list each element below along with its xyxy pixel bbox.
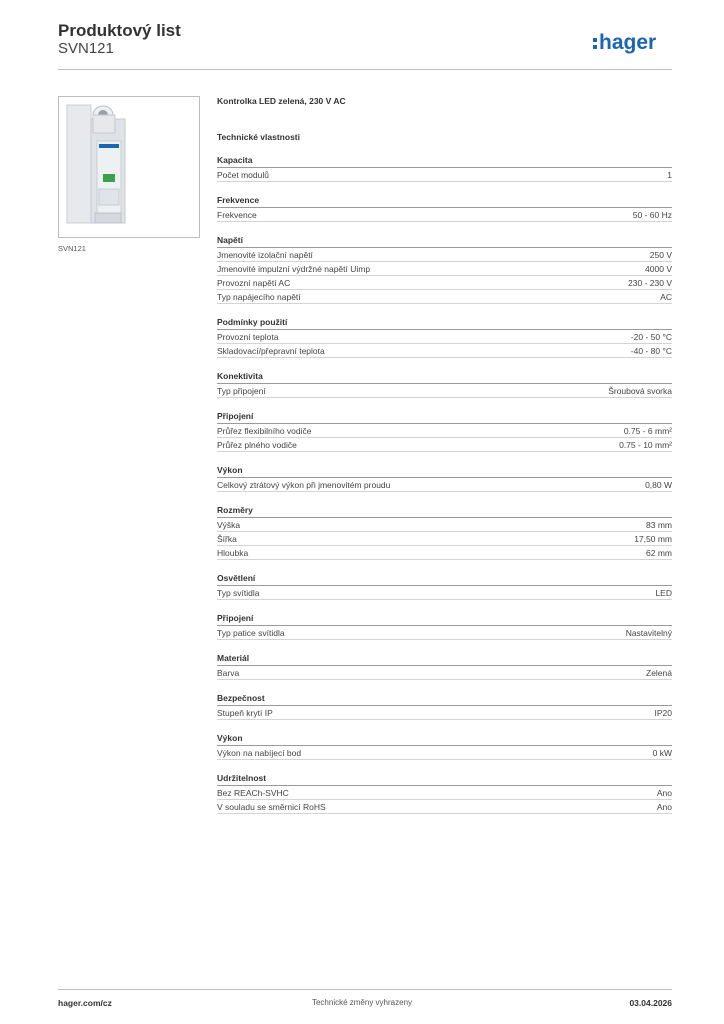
spec-label: Hloubka [217,548,249,558]
spec-value: Šroubová svorka [608,386,672,396]
spec-value: 1 [667,170,672,180]
spec-section [217,505,672,560]
spec-section [217,653,672,680]
section-title: Materiál [217,653,672,666]
spec-section [217,317,672,358]
section-title: Rozměry [217,505,672,518]
spec-value: LED [655,588,672,598]
spec-label: Celkový ztrátový výkon při jmenovitém proudu [217,480,391,490]
section-title: Konektivita [217,371,672,384]
spec-row [217,209,672,222]
section-title: Bezpečnost [217,693,672,706]
product-image [58,96,200,238]
logo-text: hager [599,31,657,54]
spec-row [217,345,672,358]
section-title: Osvětlení [217,573,672,586]
hager-logo [593,27,675,57]
spec-row [217,547,672,560]
footer-date: 03.04.2026 [629,998,672,1008]
spec-value: 50 - 60 Hz [632,210,672,220]
spec-row [217,291,672,304]
spec-label: Jmenovité izolační napětí [217,250,313,260]
spec-value: 0 kW [652,748,672,758]
section-title: Napětí [217,235,672,248]
spec-section [217,693,672,720]
spec-value: 230 - 230 V [628,278,672,288]
spec-row [217,277,672,290]
spec-value: -20 - 50 °C [630,332,672,342]
spec-row [217,479,672,492]
spec-label: Typ patice svítidla [217,628,285,638]
spec-section [217,155,672,182]
spec-row [217,425,672,438]
spec-row [217,331,672,344]
spec-label: Výška [217,520,241,530]
spec-label: Skladovací/přepravní teplota [217,346,325,356]
section-title: Kapacita [217,155,672,168]
section-title: Frekvence [217,195,672,208]
spec-row [217,249,672,262]
spec-value: AC [660,292,672,302]
spec-label: V souladu se směrnicí RoHS [217,802,326,812]
product-code: SVN121 [58,40,114,57]
technical-title: Technické vlastnosti [217,132,300,142]
led-indicator [103,174,115,182]
spec-label: Bez REACh-SVHC [217,788,289,798]
footer-website: hager.com/cz [58,998,112,1008]
spec-value: 83 mm [646,520,672,530]
spec-value: IP20 [654,708,672,718]
spec-value: 4000 V [645,264,672,274]
spec-label: Stupeň krytí IP [217,708,273,718]
spec-row [217,787,672,800]
spec-row [217,263,672,276]
footer-divider [58,989,672,990]
spec-section [217,773,672,814]
spec-section [217,465,672,492]
spec-label: Průřez plného vodiče [217,440,297,450]
spec-value: 250 V [649,250,672,260]
spec-row [217,519,672,532]
specifications [217,96,672,814]
section-title: Výkon [217,733,672,746]
section-title: Připojení [217,411,672,424]
spec-value: Ano [656,788,672,798]
spec-section [217,613,672,640]
spec-label: Provozní teplota [217,332,279,342]
spec-label: Jmenovité impulzní výdržné napětí Uimp [217,264,371,274]
spec-value: Ano [656,802,672,812]
spec-section [217,195,672,222]
spec-label: Počet modulů [217,170,269,180]
spec-label: Průřez flexibilního vodiče [217,426,312,436]
spec-row [217,533,672,546]
spec-value: 17,50 mm [634,534,672,544]
section-title: Připojení [217,613,672,626]
spec-value: Nastavitelný [625,628,672,638]
spec-label: Šířka [217,534,237,544]
spec-section [217,733,672,760]
spec-label: Typ napájecího napětí [217,292,301,302]
product-name: Kontrolka LED zelená, 230 V AC [217,96,346,106]
image-caption: SVN121 [58,244,86,253]
spec-section [217,371,672,398]
spec-section [217,411,672,452]
spec-value: 0.75 - 10 mm² [619,440,672,450]
document-title: Produktový list [58,21,181,40]
section-title: Udržitelnost [217,773,672,786]
spec-row [217,587,672,600]
spec-row [217,439,672,452]
spec-label: Provozní napětí AC [217,278,291,288]
footer-note: Technické změny vyhrazeny [311,998,413,1007]
spec-value: -40 - 80 °C [630,346,672,356]
spec-label: Frekvence [217,210,257,220]
spec-row [217,627,672,640]
section-title: Podmínky použití [217,317,672,330]
header-divider [58,69,672,70]
device-illustration [59,97,199,237]
spec-label: Typ připojení [217,386,266,396]
spec-row [217,385,672,398]
spec-sections [217,155,672,814]
spec-label: Výkon na nabíjecí bod [217,748,302,758]
spec-row [217,667,672,680]
spec-value: 0.75 - 6 mm² [623,426,672,436]
spec-value: Zelená [646,668,672,678]
spec-section [217,235,672,304]
spec-value: 0,80 W [645,480,672,490]
spec-row [217,169,672,182]
spec-section [217,573,672,600]
spec-label: Barva [217,668,240,678]
spec-row [217,707,672,720]
spec-row [217,801,672,814]
spec-label: Typ svítidla [217,588,260,598]
section-title: Výkon [217,465,672,478]
spec-value: 62 mm [646,548,672,558]
spec-row [217,747,672,760]
